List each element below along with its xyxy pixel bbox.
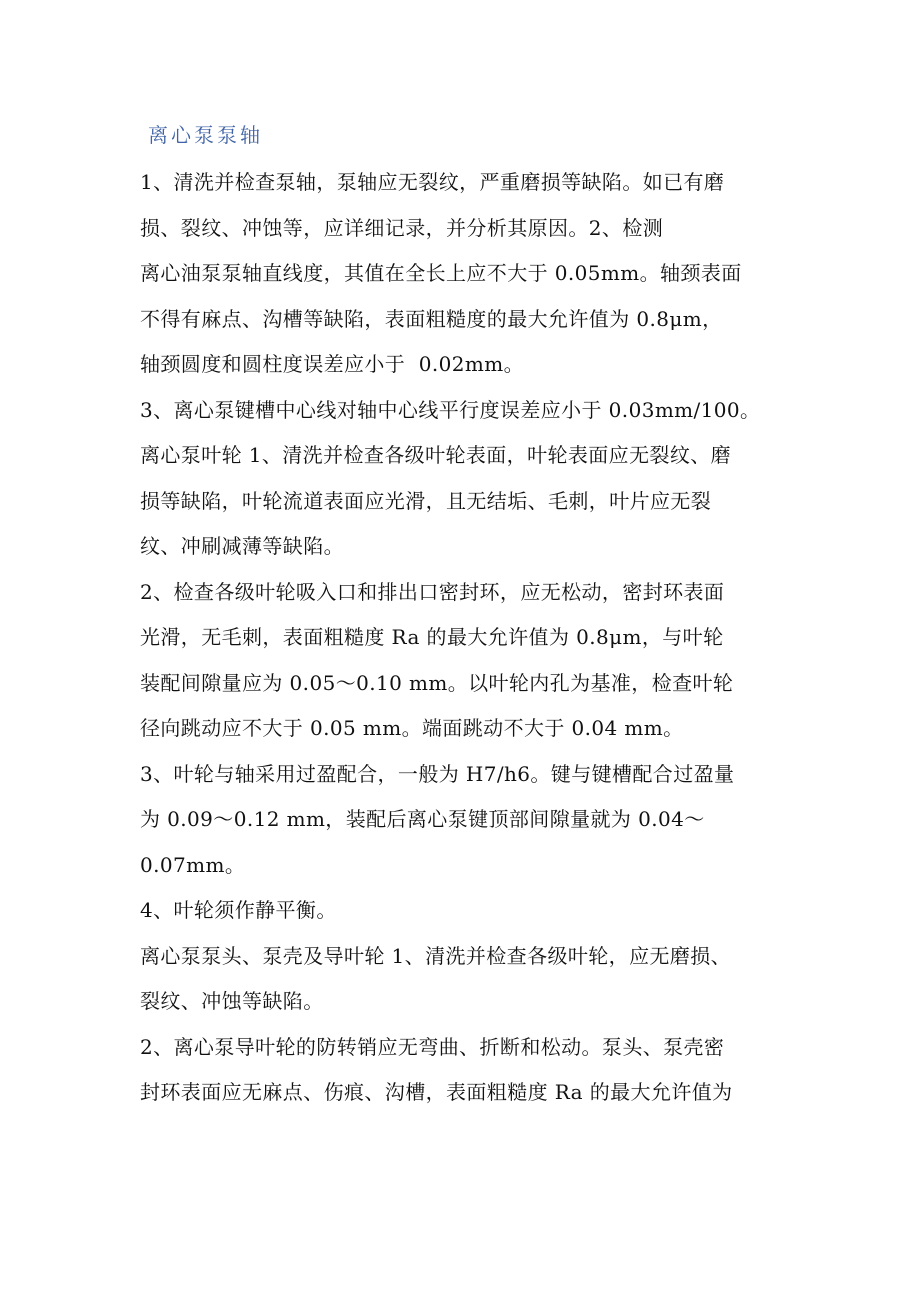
paragraph-interference-fit: 3、叶轮与轴采用过盈配合，一般为 H7/h6。键与键槽配合过盈量 为 0.09～0.12 mm，装配后离心泵键顶部间隙量就为 0.04～ 0.07mm。 — [140, 761, 735, 877]
paragraph-shaft-inspection: 1、清洗并检查泵轴，泵轴应无裂纹，严重磨损等缺陷。如已有磨 损、裂纹、冲蚀等，应详细记录，并分析其原因。2、检测 离心油泵泵轴直线度，其值在全长上应不大于 0.05mm。轴颈表面 不得有麻点、沟槽等缺陷，表面粗糙度的最大允许值为 0.8μm， 轴颈圆度和圆柱度误差应小于 0.02mm。 — [140, 170, 742, 376]
paragraph-seal-ring: 2、检查各级叶轮吸入口和排出口密封环，应无松动，密封环表面 光滑，无毛刺，表面粗糙度 Ra 的最大允许值为 0.8μm，与叶轮 装配间隙量应为 0.05～0.10 mm。以叶轮内孔为基准，检查叶轮 径向跳动应不大于 0.05 mm。端面跳动不大于 0.04 mm。 — [140, 579, 734, 740]
paragraph-guide-vane: 2、离心泵导叶轮的防转销应无弯曲、折断和松动。泵头、泵壳密 封环表面应无麻点、伤痕、沟槽，表面粗糙度 Ra 的最大允许值为 — [140, 1034, 733, 1104]
section-heading: 离心泵泵轴 — [148, 123, 263, 147]
document-body — [140, 110, 800, 1116]
paragraph-static-balance: 4、叶轮须作静平衡。 — [140, 898, 337, 922]
paragraph-keyway-impeller: 3、离心泵键槽中心线对轴中心线平行度误差应小于 0.03mm/100。 离心泵叶轮 1、清洗并检查各级叶轮表面，叶轮表面应无裂纹、磨 损等缺陷，叶轮流道表面应光滑，且无结垢、毛刺，叶片应无裂 纹、冲刷减薄等缺陷。 — [140, 397, 761, 558]
paragraph-pump-head: 离心泵泵头、泵壳及导叶轮 1、清洗并检查各级叶轮，应无磨损、 裂纹、冲蚀等缺陷。 — [140, 943, 732, 1013]
